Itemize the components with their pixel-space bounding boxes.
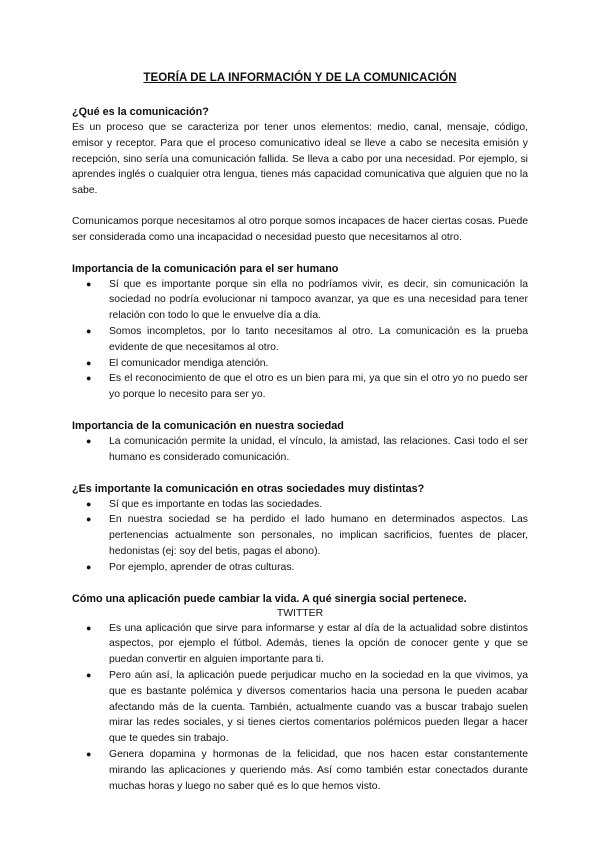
- bullet-list: [72, 497, 528, 576]
- document-page: [72, 72, 528, 794]
- list-item: ● Pero aún así, la aplicación puede perjudicar mucho en la sociedad en la que vivimos, ya que es bastante polémica y diversos comentarios hacia una persona le pueden acabar afectando más de la cuenta. También, actualmente cuando vas a buscar trabajo suelen mirar las redes sociales, y si tienes ciertos comentarios polémicos pueden llegar a hacer que te quedes sin trabajo.: [86, 669, 528, 745]
- list-item: ● La comunicación permite la unidad, el vínculo, la amistad, las relaciones. Casi todo el ser humano es considerado comunicación.: [86, 435, 528, 463]
- section-heading: Importancia de la comunicación para el ser humano: [72, 262, 339, 275]
- bullet-icon: ●: [86, 514, 92, 525]
- section-heading: ¿Es importante la comunicación en otras sociedades muy distintas?: [72, 482, 425, 495]
- bullet-icon: ●: [86, 622, 92, 633]
- bullet-icon: ●: [86, 357, 92, 368]
- section-heading: ¿Qué es la comunicación?: [72, 106, 209, 118]
- section-aplicacion-twitter: [72, 591, 528, 795]
- list-item: ● Es el reconocimiento de que el otro es un bien para mi, ya que sin el otro yo no puedo ser yo porque lo necesito para ser yo.: [86, 373, 528, 401]
- bullet-list: [72, 277, 528, 403]
- section-otras-sociedades: [72, 481, 528, 576]
- list-item: ● Genera dopamina y hormonas de la felicidad, que nos hacen estar constantemente mirando las aplicaciones y queriendo más. Así como también estar conectados durante muchas horas y luego no saber qué es lo que hemos visto.: [86, 748, 528, 792]
- bullet-icon: ●: [86, 435, 92, 446]
- bullet-icon: ●: [86, 278, 92, 289]
- bullet-icon: ●: [86, 669, 92, 680]
- section-heading: Importancia de la comunicación en nuestra sociedad: [72, 419, 344, 432]
- bullet-icon: ●: [86, 325, 92, 336]
- paragraph: Es un proceso que se caracteriza por tener unos elementos: medio, canal, mensaje, código, emisor y receptor. Para que el proceso comunicativo ideal se lleve a cabo se necesita emisión y recepción, sino sería una comunicación fallida. Se lleva a cabo por una necesidad. Por ejemplo, si aprendes inglés o cualquier otra lengua, tienes más capacidad comunicativa que alguien que no la sabe.: [72, 122, 528, 197]
- section-heading: Cómo una aplicación puede cambiar la vida. A qué sinergia social pertenece.: [72, 592, 467, 605]
- section-que-es-comunicacion: [72, 104, 528, 246]
- list-item: ● En nuestra sociedad se ha perdido el lado humano en determinados aspectos. Las pertenencias actualmente son personales, no implican sacrificios, fuentes de placer, hedonistas (ej: soy del betis, pagas el abono).: [86, 514, 528, 557]
- bullet-icon: ●: [86, 748, 92, 759]
- list-item: ● El comunicador mendiga atención.: [72, 356, 528, 372]
- list-item: ● Sí que es importante porque sin ella no podríamos vivir, es decir, sin comunicación la sociedad no podría evolucionar ni tampoco avanzar, ya que es una necesidad para tener relación con todo lo que le envuelve día a día.: [86, 278, 528, 322]
- bullet-icon: ●: [86, 498, 92, 509]
- bullet-list: [72, 621, 528, 795]
- paragraph: Comunicamos porque necesitamos al otro porque somos incapaces de hacer ciertas cosas. Puede ser considerada como una incapacidad o necesidad puesto que necesitamos al otro.: [72, 215, 528, 243]
- section-importancia-sociedad: [72, 418, 528, 466]
- section-subtitle: TWITTER: [276, 607, 324, 619]
- bullet-icon: ●: [86, 561, 92, 572]
- bullet-icon: ●: [86, 373, 92, 384]
- bullet-list: [72, 434, 528, 466]
- section-importancia-ser-humano: [72, 261, 528, 403]
- list-item: ● Es una aplicación que sirve para informarse y estar al día de la actualidad sobre distintos aspectos, por ejemplo el fútbol. Además, tienes la opción de conocer gente y que se puedan convertir en alguien importante para ti.: [86, 622, 528, 666]
- list-item: ● Somos incompletos, por lo tanto necesitamos al otro. La comunicación es la prueba evidente de que necesitamos al otro.: [86, 325, 528, 353]
- list-item: ● Sí que es importante en todas las sociedades.: [72, 497, 528, 513]
- document-title: TEORÍA DE LA INFORMACIÓN Y DE LA COMUNICACIÓN: [143, 72, 457, 84]
- list-item: ● Por ejemplo, aprender de otras culturas.: [72, 560, 528, 576]
